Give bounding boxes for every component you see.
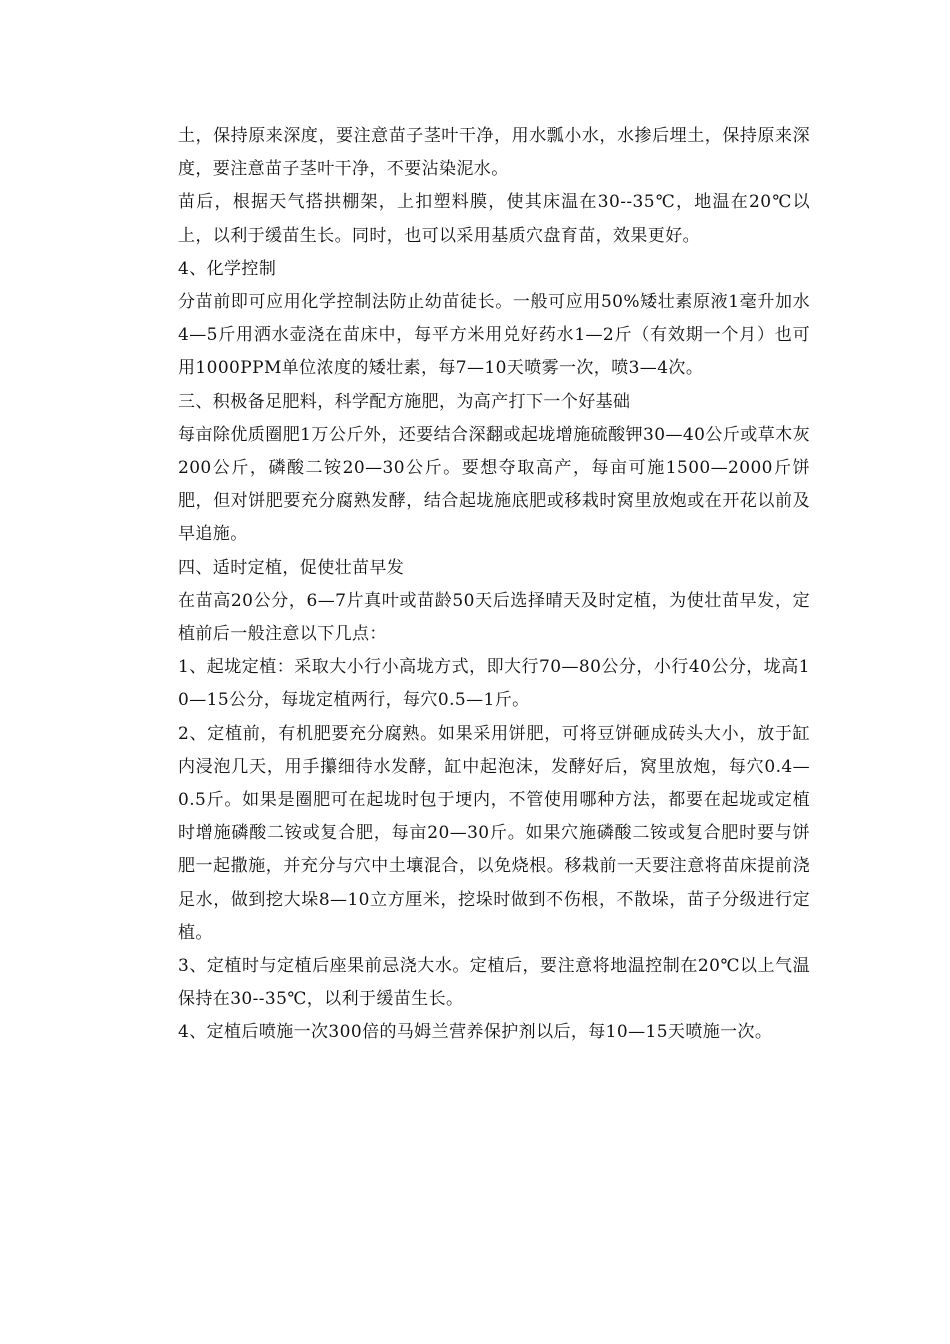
heading-planting: 四、适时定植，促使壮苗早发 (178, 557, 405, 578)
document-body (178, 120, 810, 1050)
paragraph-transplant-soil: 土，保持原来深度，要注意苗子茎叶干净，用水瓢小水，水掺后埋土，保持原来深度，要注意苗子茎叶干净，不要沾染泥水。 (178, 126, 810, 180)
list-item-watering: 3、定植时与定植后座果前忌浇大水。定植后，要注意将地温控制在20℃以上气温保持在30--35℃，以利于缓苗生长。 (178, 956, 810, 1010)
list-item-spraying: 4、定植后喷施一次300倍的马姆兰营养保护剂以后，每10—15天喷施一次。 (178, 1022, 773, 1043)
paragraph-fertilizer: 每亩除优质圈肥1万公斤外，还要结合深翻或起垅增施硫酸钾30—40公斤或草木灰200公斤，磷酸二铵20—30公斤。要想夺取高产，每亩可施1500—2000斤饼肥，但对饼肥要充分腐熟发酵，结合起垅施底肥或移栽时窝里放炮或在开花以前及早追施。 (178, 424, 810, 545)
paragraph-arch-shed: 苗后，根据天气搭拱棚架，上扣塑料膜，使其床温在30--35℃，地温在20℃以上，以利于缓苗生长。同时，也可以采用基质穴盘育苗，效果更好。 (178, 192, 810, 246)
paragraph-planting-intro: 在苗高20公分，6—7片真叶或苗龄50天后选择晴天及时定植，为使壮苗早发，定植前后一般注意以下几点： (178, 590, 810, 645)
heading-fertilizer: 三、积极备足肥料，科学配方施肥，为高产打下一个好基础 (178, 391, 631, 412)
paragraph-chemical-control: 分苗前即可应用化学控制法防止幼苗徒长。一般可应用50%矮壮素原液1毫升加水4—5斤用洒水壶浇在苗床中，每平方米用兑好药水1—2斤（有效期一个月）也可用1000PPM单位浓度的矮壮素，每7—10天喷雾一次，喷3—4次。 (178, 292, 810, 379)
list-item-organic-fertilizer: 2、定植前，有机肥要充分腐熟。如果采用饼肥，可将豆饼砸成砖头大小，放于缸内浸泡几天，用手攥细待水发酵，缸中起泡沫，发酵好后，窝里放炮，每穴0.4—0.5斤。如果是圈肥可在起垅时包于埂内，不管使用哪种方法，都要在起垅或定植时增施磷酸二铵或复合肥，每亩20—30斤。如果穴施磷酸二铵或复合肥时要与饼肥一起撒施，并充分与穴中土壤混合，以免烧根。移栽前一天要注意将苗床提前浇足水，做到挖大垛8—10立方厘米，挖垛时做到不伤根，不散垛，苗子分级进行定植。 (178, 723, 810, 943)
heading-chemical-control: 4、化学控制 (178, 258, 277, 279)
list-item-ridge-planting: 1、起垅定植：采取大小行小高垅方式，即大行70—80公分，小行40公分，垅高10—15公分，每垅定植两行，每穴0.5—1斤。 (178, 657, 810, 711)
